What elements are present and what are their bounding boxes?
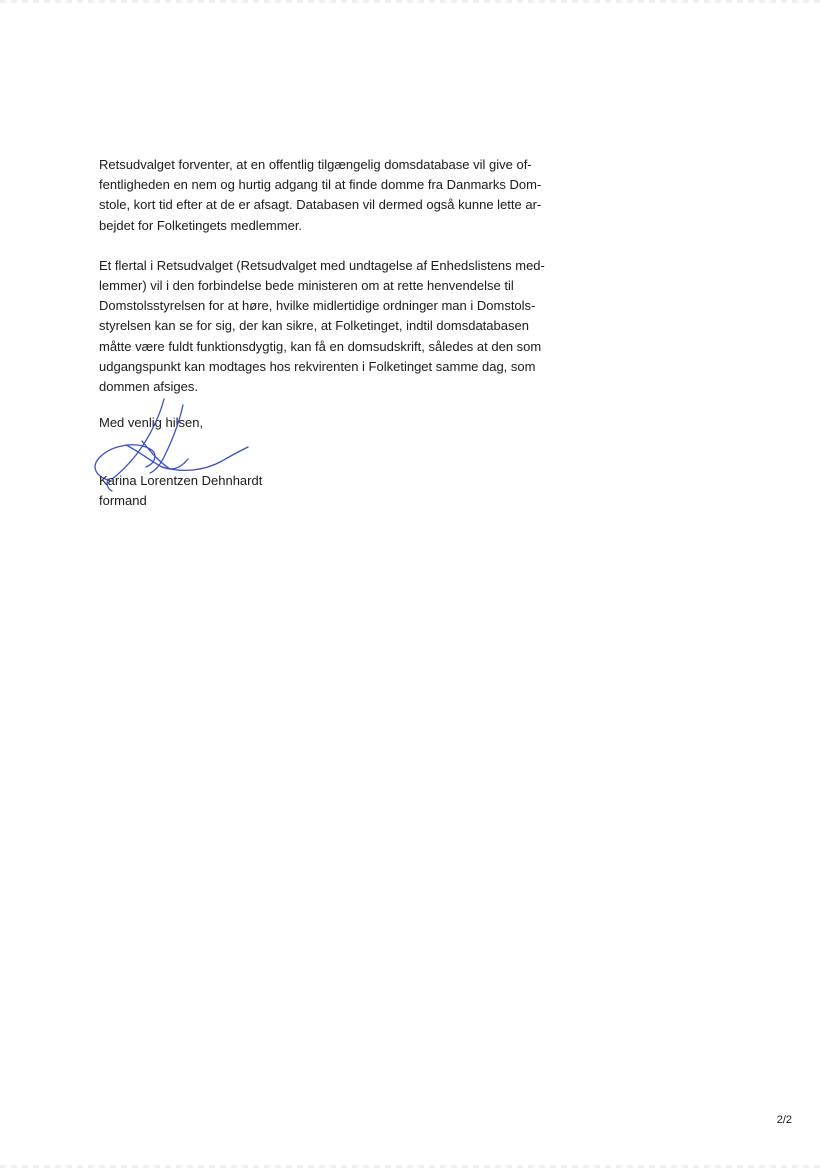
text-line: udgangspunkt kan modtages hos rekvirenten i Folketinget samme dag, som [99,358,536,374]
closing-salutation: Med venlig hilsen, [99,415,204,430]
text-line: stole, kort tid efter at de er afsagt. Databasen vil dermed også kunne lette ar- [99,197,542,213]
text-line: Retsudvalget forventer, at en offentlig tilgængelig domsdatabase vil give of- [99,157,532,172]
scan-edge-top [0,0,825,3]
paragraph-gap [99,236,599,256]
page-number: 2/2 [776,1114,792,1126]
text-line: Et flertal i Retsudvalget (Retsudvalget med undtagelse af Enhedslistens med- [99,257,545,273]
text-line: måtte være fuldt funktionsdygtig, kan få en domsudskrift, således at den som [99,338,542,354]
text-line: lemmer) vil i den forbindelse bede ministeren om at rette henvendelse til [99,278,514,294]
text-line: dommen afsiges. [99,379,198,395]
letter-body [99,155,599,397]
text-line: fentligheden en nem og hurtig adgang til at finde domme fra Danmarks Dom- [99,177,542,193]
paragraph-1 [99,155,599,236]
signatory-title: formand [99,493,147,508]
text-line: bejdet for Folketingets medlemmer. [99,217,303,233]
text-line: Domstolsstyrelsen for at høre, hvilke midlertidige ordninger man i Domstols- [99,298,536,314]
signatory-name: Karina Lorentzen Dehnhardt [99,473,263,488]
text-line: styrelsen kan se for sig, der kan sikre, at Folketinget, indtil domsdatabasen [99,318,529,334]
paragraph-2 [99,256,599,397]
